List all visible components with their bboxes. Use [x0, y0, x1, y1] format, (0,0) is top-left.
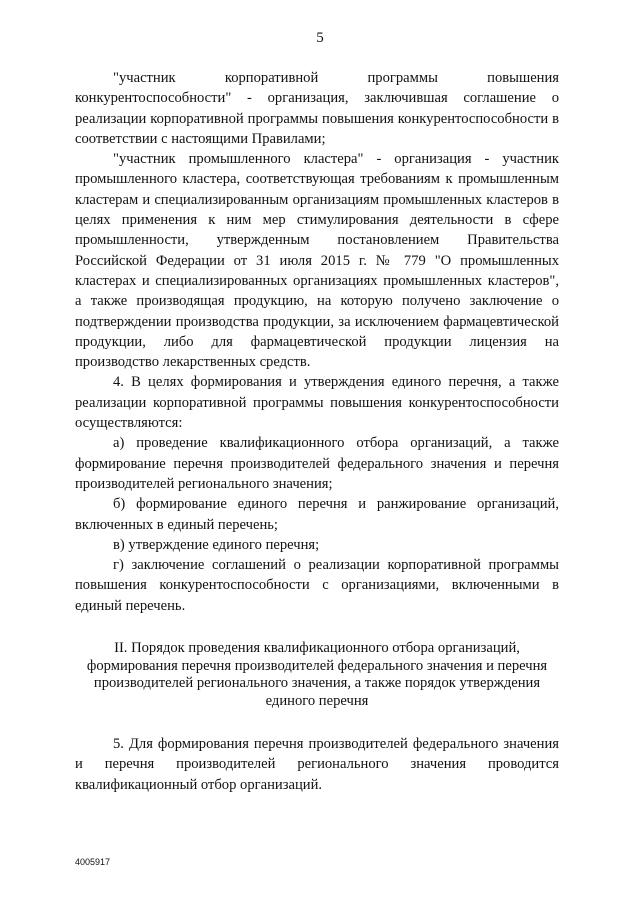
page-number: 5	[316, 30, 324, 46]
paragraph-definition-program-participant: "участник корпоративной программы повышения конкурентоспособности" - организация, заключившая соглашение о реализации корпоративной программы повышения конкурентоспособности в соответствии с настоящими Правилами;	[75, 70, 559, 147]
subitem-a: а) проведение квалификационного отбора организаций, а также формирование перечня производителей федерального значения и перечня производителей регионального значения;	[75, 435, 559, 492]
paragraph-item-5: 5. Для формирования перечня производителей федерального значения и перечня производителей регионального значения проводится квалификационный отбор организаций.	[75, 736, 559, 793]
section-heading-line: единого перечня	[265, 692, 369, 709]
section-heading	[75, 640, 559, 710]
document-code: 4005917	[75, 857, 111, 867]
section-heading-line: производителей регионального значения, а также порядок утверждения	[93, 675, 541, 692]
subitem-b: б) формирование единого перечня и ранжирование организаций, включенных в единый перечень;	[75, 496, 559, 533]
section-heading-line: формирования перечня производителей федерального значения и перечня	[86, 657, 548, 674]
paragraph-definition-cluster-participant: "участник промышленного кластера" - организация - участник промышленного кластера, соответствующая требованиям к промышленным кластерам и специализированным организациям промышленных кластеров в целях применения к ним мер стимулирования деятельности в сфере промышленности, утвержденным постановлением Правительства Российской Федерации от 31 июля 2015 г. № 779 "О промышленных кластерах и специализированных организациях промышленных кластеров", а также производящая продукцию, на которую получено заключение о подтверждении производства продукции, за исключением фармацевтической продукции, либо для фармацевтической продукции лицензия на производство лекарственных средств.	[75, 151, 559, 371]
section-heading-line: II. Порядок проведения квалификационного отбора организаций,	[114, 640, 520, 657]
paragraph-item-4: 4. В целях формирования и утверждения единого перечня, а также реализации корпоративной программы повышения конкурентоспособности осуществляются:	[75, 374, 559, 432]
subitem-v: в) утверждение единого перечня;	[113, 536, 320, 553]
document-body	[75, 68, 559, 795]
subitem-g: г) заключение соглашений о реализации корпоративной программы повышения конкурентоспособности с организациями, включенными в единый перечень.	[75, 557, 559, 614]
